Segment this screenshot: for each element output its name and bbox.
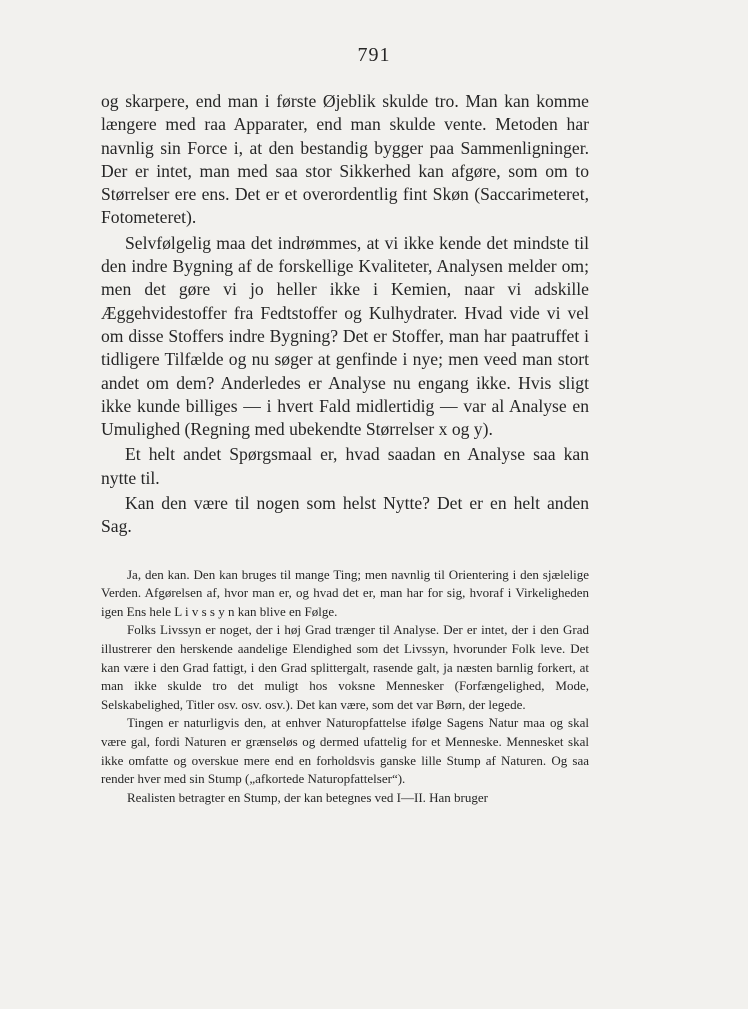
small-paragraph-2: Folks Livssyn er noget, der i høj Grad trænger til Analyse. Der er intet, der i den Grad illustrerer den herskende aandelige Elendighed som det Livssyn, hvorunder Folk leve. Det kan være i den Grad fattigt, i den Grad splittergalt, rasende galt, ja næsten barnlig forkert, at man ikke skulde tro det muligt hos voksne Mennesker (Forfængelighed, Mode, Selskabelighed, Titler osv. osv. osv.). Det kan være, som det var Børn, der legede. [101,622,589,712]
small-paragraph-3: Tingen er naturligvis den, at enhver Naturopfattelse ifølge Sagens Natur maa og skal være gal, fordi Naturen er grænseløs og dermed ufattelig for et Menneske. Mennesket skal ikke omfatte og overskue mere end en forholdsvis ganske lille Stump af Naturen. Og saa render hver med sin Stump („afkortede Naturopfattelser“). [101,715,589,787]
main-paragraph-4: Kan den være til nogen som helst Nytte? Det er en helt anden Sag. [101,493,589,537]
page-number: 791 [357,44,391,66]
main-paragraph-3: Et helt andet Spørgsmaal er, hvad saadan en Analyse saa kan nytte til. [101,444,589,488]
body-text [101,90,589,807]
small-print-section [101,566,589,808]
main-paragraph-1: og skarpere, end man i første Øjeblik skulde tro. Man kan komme længere med raa Apparater, end man skulde vente. Metoden har navnlig sin Force i, at den bestandig bygger paa Sammenligninger. Der er intet, man med saa stor Sikkerhed kan afgøre, som om to Størrelser ere ens. Det er et overordentlig fint Skøn (Saccarimeteret, Fotometeret). [101,91,589,228]
small-paragraph-1: Ja, den kan. Den kan bruges til mange Ting; men navnlig til Orientering i den sjælelige Verden. Afgørelsen af, hvor man er, og hvad det er, man har for sig, hvoraf i Virkeligheden igen Ens hele L i v s s y n kan blive en Følge. [101,566,589,619]
main-paragraph-2: Selvfølgelig maa det indrømmes, at vi ikke kende det mindste til den indre Bygning af de forskellige Kvaliteter, Analysen melder om; men det gøre vi jo heller ikke i Kemien, naar vi adskille Æggehvidestoffer fra Fedtstoffer og Kulhydrater. Hvad vide vi vel om disse Stoffers indre Bygning? Det er Stoffer, man har paatruffet i tidligere Tilfælde og nu søger at genfinde i nye; men veed man stort andet om dem? Anderledes er Analyse nu engang ikke. Hvis sligt ikke kunde billiges — i hvert Fald midlertidig — var al Analyse en Umulighed (Regning med ubekendte Størrelser x og y). [101,232,589,440]
small-paragraph-4: Realisten betragter en Stump, der kan betegnes ved I—II. Han bruger [127,789,488,805]
